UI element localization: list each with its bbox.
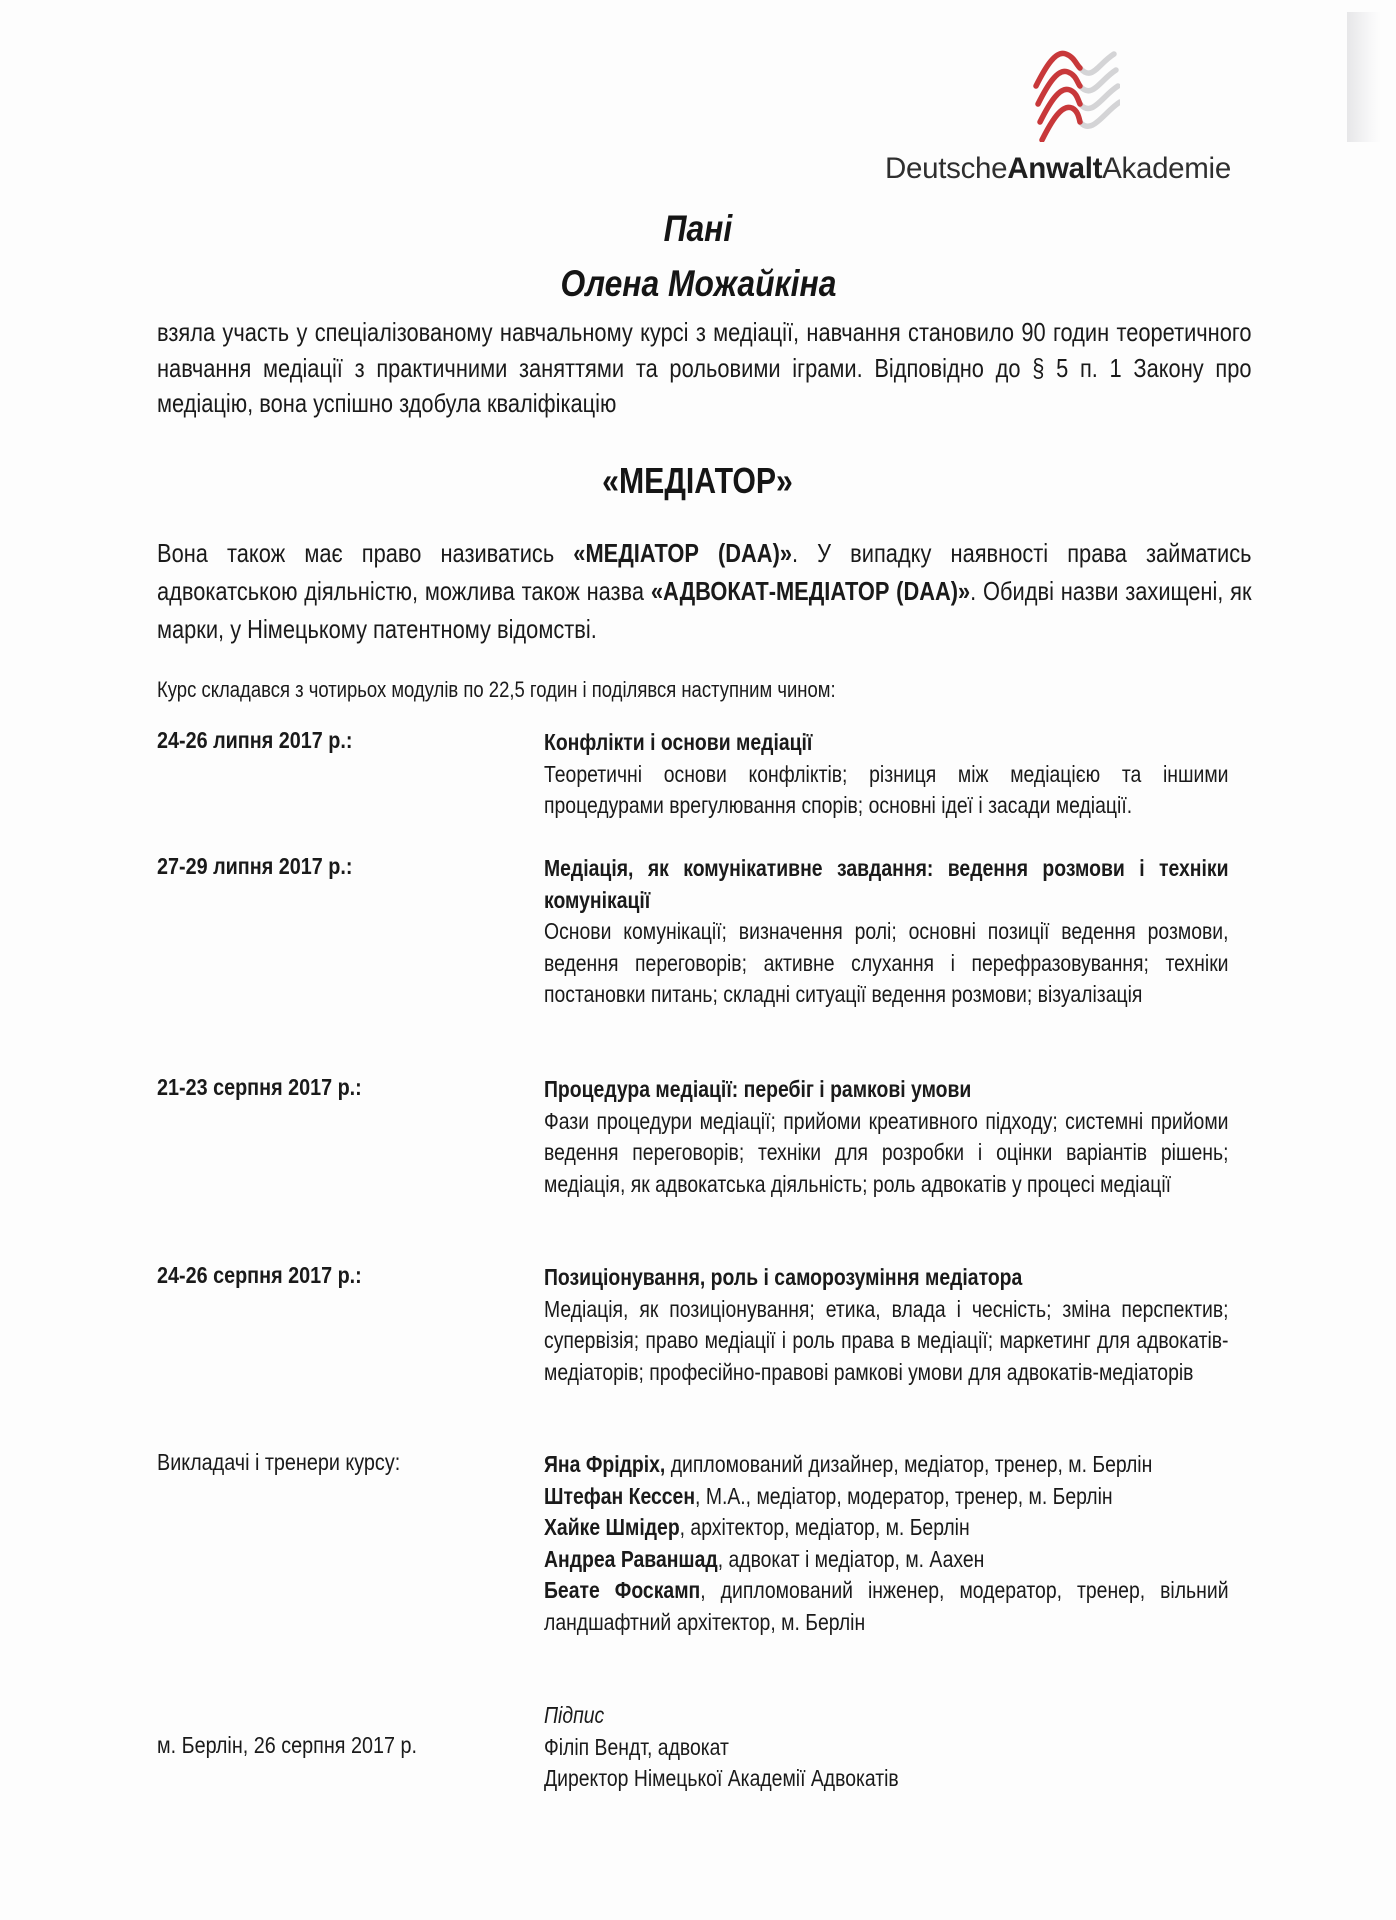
module-date: 21-23 серпня 2017 р.:	[157, 1074, 362, 1100]
recipient-name: Олена Можайкіна	[560, 263, 836, 304]
module-title: Конфлікти і основи медіації	[544, 729, 813, 755]
module-title: Позиціонування, роль і саморозуміння медіатора	[544, 1264, 1023, 1290]
intro-paragraph: взяла участь у спеціалізованому навчальному курсі з медіації, навчання становило 90 годин теоретичного навчання медіації з практичними заняттями та рольовими іграми. Відповідно до § 5 п. 1 Закону про медіацію, вона успішно здобула кваліфікацію	[157, 317, 1252, 418]
scan-edge-shadow	[1347, 12, 1381, 142]
module-description: Медіація, як позиціонування; етика, влада і чесність; зміна перспектив; супервізія; право медіації і роль права в медіації; маркетинг для адвокатів-медіаторів; професійно-правові рамкові умови для адвокатів-медіаторів	[544, 1295, 1229, 1385]
daa-logo	[885, 40, 1265, 190]
trainer-entry: Яна Фрідріх, дипломований дизайнер, медіатор, тренер, м. Берлін	[544, 1451, 1153, 1477]
signer-title: Директор Німецької Академії Адвокатів	[544, 1765, 899, 1791]
trainer-entry: Штефан Кессен, M.A., медіатор, модератор, тренер, м. Берлін	[544, 1482, 1113, 1509]
signer-name: Філіп Вендт, адвокат	[544, 1733, 729, 1760]
signature-label: Підпис	[544, 1702, 605, 1728]
title-lawyer-mediator-daa: «АДВОКАТ-МЕДІАТОР (DAA)»	[650, 576, 971, 606]
module-description: Основи комунікації; визначення ролі; основні позиції ведення розмови, ведення переговорів; активне слухання і перефразовування; техніки постановки питань; складні ситуації ведення розмови; візуалізація	[544, 918, 1229, 1007]
module-date: 24-26 серпня 2017 р.:	[157, 1262, 362, 1288]
logo-word-deutsche: Deutsche	[885, 152, 1008, 185]
module-title: Процедура медіації: перебіг і рамкові умови	[544, 1076, 972, 1102]
course-intro: Курс складався з чотирьох модулів по 22,5 годин і поділявся наступним чином:	[157, 677, 836, 702]
module-title: Медіація, як комунікативне завдання: ведення розмови і техніки комунікації	[544, 855, 1229, 913]
module-description: Фази процедури медіації; прийоми креативного підходу; системні прийоми ведення переговорів; техніки для розробки і оцінки варіантів рішень; медіація, як адвокатська діяльність; роль адвокатів у процесі медіації	[544, 1107, 1229, 1197]
place-and-date: м. Берлін, 26 серпня 2017 р.	[157, 1732, 417, 1758]
title-rights-paragraph: Вона також має право називатись «МЕДІАТОР (DAA)». У випадку наявності права займатись адвокатською діяльністю, можлива також назва «АДВОКАТ-МЕДІАТОР (DAA)». Обидві назви захищені, як марки, у Німецькому патентному відомстві.	[157, 538, 1252, 644]
module-date: 24-26 липня 2017 р.:	[157, 727, 353, 753]
qualification-title: «МЕДІАТОР»	[602, 460, 794, 501]
trainer-entry: Андреа Раваншад, адвокат і медіатор, м. Аахен	[544, 1545, 985, 1572]
trainers-label: Викладачі і тренери курсу:	[157, 1449, 401, 1475]
logo-wordmark	[885, 152, 1265, 186]
trainer-entry: Беате Фоскамп, дипломований інженер, модератор, тренер, вільний ландшафтний архітектор, м. Берлін	[544, 1577, 1229, 1635]
logo-word-anwalt: Anwalt	[1007, 152, 1103, 185]
module-description: Теоретичні основи конфліктів; різниця між медіацією та іншими процедурами врегулювання спорів; основні ідеї і засади медіації.	[544, 760, 1229, 818]
salutation: Пані	[663, 208, 733, 249]
logo-word-akademie: Akademie	[1102, 152, 1231, 185]
trainer-entry: Хайке Шмідер, архітектор, медіатор, м. Берлін	[544, 1514, 970, 1540]
title-mediator-daa: «МЕДІАТОР (DAA)»	[573, 538, 793, 568]
wave-logo-icon	[1030, 42, 1120, 142]
module-date: 27-29 липня 2017 р.:	[157, 853, 353, 879]
